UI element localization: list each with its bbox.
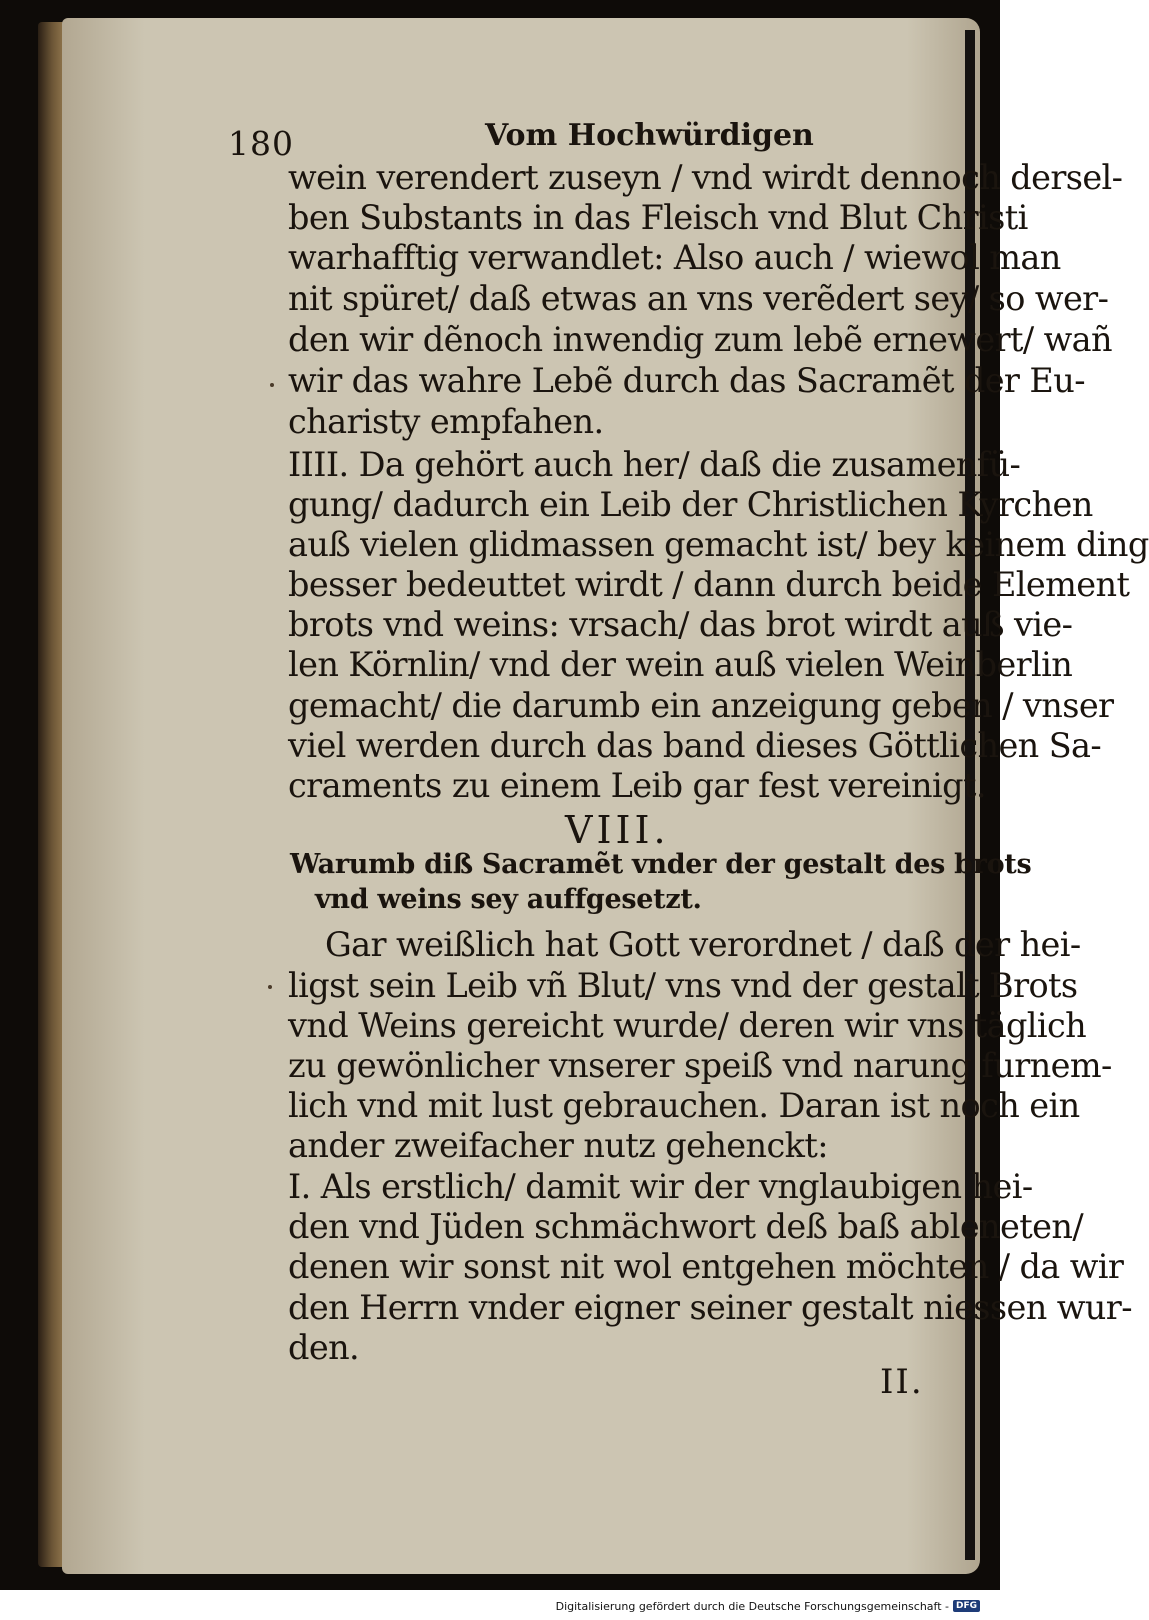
text-line: denen wir sonst nit wol entgehen möchten / da wir	[288, 1247, 1124, 1286]
text-line: besser bedeuttet wirdt / dann durch beide Element	[288, 565, 1130, 604]
footer-text: Digitalisierung gefördert durch die Deutsche Forschungsgemeinschaft -	[555, 1599, 949, 1613]
text-line: lich vnd mit lust gebrauchen. Daran ist noch ein	[288, 1086, 1080, 1125]
text-line: ligst sein Leib vñ Blut/ vns vnd der gestalt Brots	[288, 966, 1078, 1005]
text-line: Gar weißlich hat Gott verordnet / daß der hei-	[325, 925, 1081, 964]
section-caption-line: vnd weins sey auffgesetzt.	[315, 884, 702, 915]
text-line: gung/ dadurch ein Leib der Christlichen Kyrchen	[288, 485, 1093, 524]
text-line: nit spüret/ daß etwas an vns verẽdert sey/ so wer-	[288, 279, 1109, 318]
text-line: gemacht/ die darumb ein anzeigung geben / vnser	[288, 686, 1114, 725]
text-line: auß vielen glidmassen gemacht ist/ bey keinem ding	[288, 525, 1149, 564]
text-line: den.	[288, 1328, 360, 1367]
text-line: IIII. Da gehört auch her/ daß die zusamenfü-	[288, 445, 1021, 484]
digitization-footer	[556, 1598, 980, 1614]
text-line: den Herrn vnder eigner seiner gestalt niessen wur-	[288, 1288, 1132, 1327]
section-caption-line: Warumb diß Sacramẽt vnder der gestalt des brots	[290, 849, 1032, 880]
running-head: Vom Hochwürdigen	[485, 118, 814, 153]
text-line: wein verendert zuseyn / vnd wirdt dennoch dersel-	[288, 158, 1123, 197]
text-line: vnd Weins gereicht wurde/ deren wir vns täglich	[288, 1006, 1087, 1045]
page-number: 180	[228, 124, 294, 163]
text-line: charisty empfahen.	[288, 402, 604, 441]
text-line: len Körnlin/ vnd der wein auß vielen Weinberlin	[288, 645, 1073, 684]
text-line: wir das wahre Lebẽ durch das Sacramẽt der Eu-	[288, 361, 1085, 400]
text-line: den wir dẽnoch inwendig zum lebẽ ernewert/ wañ	[288, 320, 1113, 359]
margin-mark	[268, 985, 272, 989]
text-line: craments zu einem Leib gar fest vereinigt.	[288, 766, 986, 805]
text-line: I. Als erstlich/ damit wir der vnglaubigen hei-	[288, 1167, 1033, 1206]
margin-mark	[270, 383, 274, 387]
text-line: zu gewönlicher vnserer speiß vnd narung furnem-	[288, 1046, 1112, 1085]
section-number: VIII.	[565, 808, 670, 852]
text-line: viel werden durch das band dieses Göttlichen Sa-	[288, 726, 1102, 765]
text-line: den vnd Jüden schmächwort deß baß ableneten/	[288, 1207, 1084, 1246]
text-line: brots vnd weins: vrsach/ das brot wirdt auß vie-	[288, 605, 1073, 644]
text-line: warhafftig verwandlet: Also auch / wiewol man	[288, 238, 1061, 277]
text-line: ander zweifacher nutz gehenckt:	[288, 1126, 828, 1165]
dfg-logo: DFG	[953, 1600, 980, 1612]
text-line: ben Substants in das Fleisch vnd Blut Christi	[288, 198, 1028, 237]
catchword: II.	[880, 1362, 924, 1402]
